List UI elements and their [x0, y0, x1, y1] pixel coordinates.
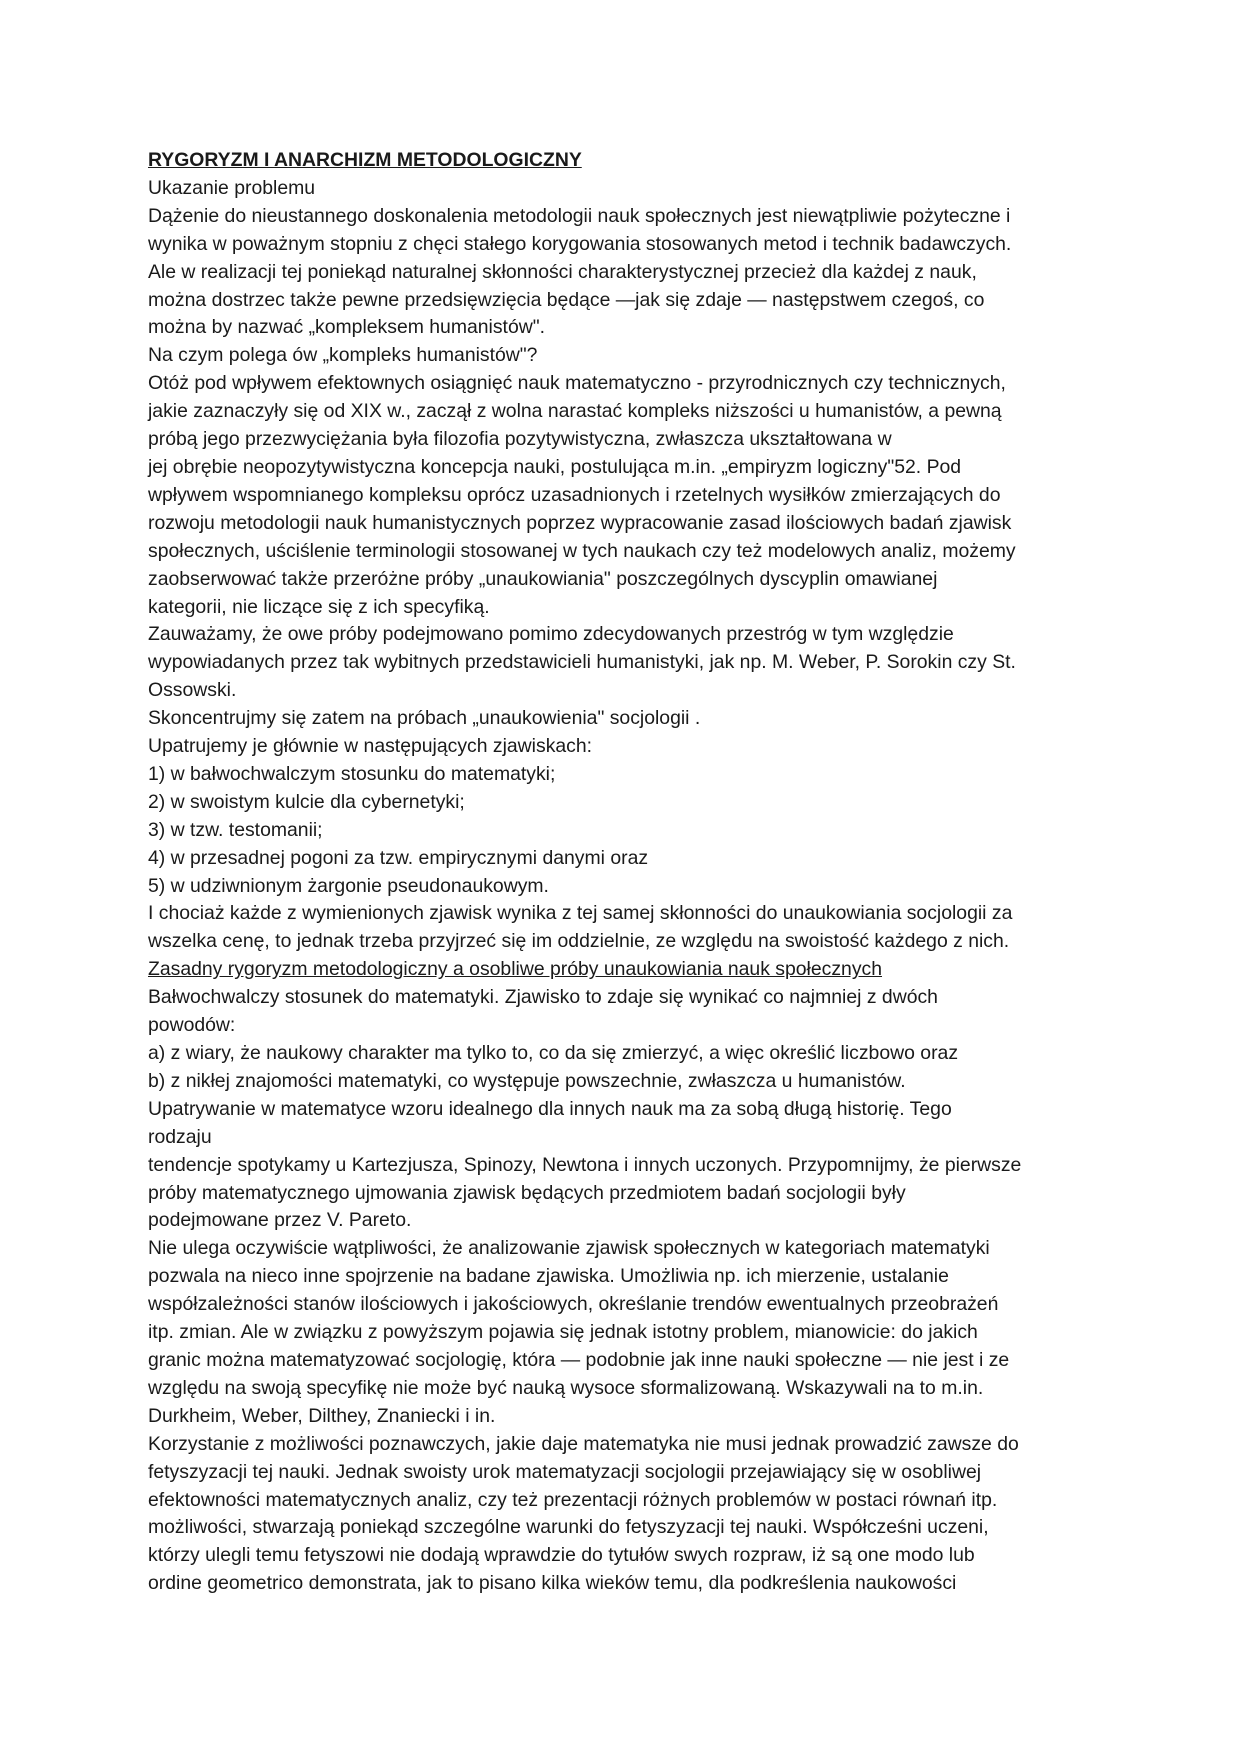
- list-item: a) z wiary, że naukowy charakter ma tylko to, co da się zmierzyć, a więc określić liczbowo oraz: [148, 1042, 959, 1064]
- text-line: społecznych, uściślenie terminologii stosowanej w tych naukach czy też modelowych analiz, możemy: [148, 539, 1016, 562]
- text-line: rodzaju: [148, 1125, 212, 1148]
- list-item: b) z nikłej znajomości matematyki, co występuje powszechnie, zwłaszcza u humanistów.: [148, 1069, 906, 1092]
- text-line: Skoncentrujmy się zatem na próbach „unaukowienia" socjologii .: [148, 707, 701, 730]
- section-heading: Ukazanie problemu: [148, 176, 316, 199]
- text-line: wszelka cenę, to jednak trzeba przyjrzeć się im oddzielnie, ze względu na swoistość każdego z nich.: [148, 930, 1010, 953]
- text-line: wypowiadanych przez tak wybitnych przedstawicieli humanistyki, jak np. M. Weber, P. Sorokin czy St.: [148, 651, 1016, 674]
- text-line: Ossowski.: [148, 679, 237, 702]
- text-line: Nie ulega oczywiście wątpliwości, że analizowanie zjawisk społecznych w kategoriach matematyki: [148, 1237, 990, 1260]
- text-line: Na czym polega ów „kompleks humanistów"?: [148, 344, 538, 367]
- section-subheading: Zasadny rygoryzm metodologiczny a osobliwe próby unaukowiania nauk społecznych: [148, 958, 883, 981]
- text-line: ordine geometrico demonstrata, jak to pisano kilka wieków temu, dla podkreślenia naukowości: [148, 1572, 957, 1595]
- list-item: 2) w swoistym kulcie dla cybernetyki;: [148, 790, 465, 813]
- text-line: Zauważamy, że owe próby podejmowano pomimo zdecydowanych przestróg w tym względzie: [148, 623, 954, 646]
- text-line: pozwala na nieco inne spojrzenie na badane zjawiska. Umożliwia np. ich mierzenie, ustalanie: [148, 1265, 949, 1288]
- document-body: [148, 147, 1098, 1598]
- text-line: współzależności stanów ilościowych i jakościowych, określanie trendów ewentualnych przeobrażeń: [148, 1293, 999, 1316]
- list-item: 3) w tzw. testomanii;: [148, 818, 323, 841]
- text-line: wpływem wspomnianego kompleksu oprócz uzasadnionych i rzetelnych wysiłków zmierzających do: [148, 483, 1001, 506]
- list-item: 1) w bałwochwalczym stosunku do matematyki;: [148, 762, 556, 785]
- text-line: względu na swoją specyfikę nie może być nauką wysoce sformalizowaną. Wskazywali na to m.in.: [148, 1376, 984, 1399]
- text-line: Bałwochwalczy stosunek do matematyki. Zjawisko to zdaje się wynikać co najmniej z dwóch: [148, 986, 938, 1009]
- text-line: jakie zaznaczyły się od XIX w., zaczął z wolna narastać kompleks niższości u humanistów, a pewną: [148, 400, 1002, 423]
- text-line: którzy ulegli temu fetyszowi nie dodają wprawdzie do tytułów swych rozpraw, iż są one modo lub: [148, 1544, 975, 1567]
- text-line: wynika w poważnym stopniu z chęci stałego korygowania stosowanych metod i technik badawczych.: [148, 232, 1012, 255]
- document-title: RYGORYZM I ANARCHIZM METODOLOGICZNY: [148, 149, 582, 171]
- text-line: można dostrzec także pewne przedsięwzięcia będące —jak się zdaje — następstwem czegoś, co: [148, 288, 985, 311]
- text-line: Upatrujemy je głównie w następujących zjawiskach:: [148, 735, 593, 758]
- text-line: rozwoju metodologii nauk humanistycznych poprzez wypracowanie zasad ilościowych badań zjawisk: [148, 511, 1012, 534]
- text-line: próby matematycznego ujmowania zjawisk będących przedmiotem badań socjologii były: [148, 1181, 906, 1204]
- text-line: powodów:: [148, 1014, 236, 1037]
- text-line: Ale w realizacji tej poniekąd naturalnej skłonności charakterystycznej przecież dla każdej z nauk,: [148, 260, 977, 283]
- text-line: Dążenie do nieustannego doskonalenia metodologii nauk społecznych jest niewątpliwie pożyteczne i: [148, 204, 1011, 227]
- text-line: fetyszyzacji tej nauki. Jednak swoisty urok matematyzacji socjologii przejawiający się w osobliwej: [148, 1460, 982, 1483]
- text-line: możliwości, stwarzają poniekąd szczególne warunki do fetyszyzacji tej nauki. Współcześni uczeni,: [148, 1516, 989, 1539]
- text-line: tendencje spotykamy u Kartezjusza, Spinozy, Newtona i innych uczonych. Przypomnijmy, że pierwsze: [148, 1153, 1022, 1176]
- text-line: Otóż pod wpływem efektownych osiągnięć nauk matematyczno - przyrodnicznych czy technicznych,: [148, 372, 1006, 395]
- text-line: efektowności matematycznych analiz, czy też prezentacji różnych problemów w postaci równań itp.: [148, 1488, 998, 1511]
- text-line: podejmowane przez V. Pareto.: [148, 1209, 412, 1232]
- text-line: I chociaż każde z wymienionych zjawisk wynika z tej samej skłonności do unaukowiania socjologii za: [148, 902, 1013, 925]
- text-line: zaobserwować także przeróżne próby „unaukowiania" poszczególnych dyscyplin omawianej: [148, 567, 938, 590]
- text-line: jej obrębie neopozytywistyczna koncepcja nauki, postulująca m.in. „empiryzm logiczny"52. Pod: [148, 455, 962, 478]
- list-item: 4) w przesadnej pogoni za tzw. empirycznymi danymi oraz: [148, 846, 649, 869]
- text-line: granic można matematyzować socjologię, która — podobnie jak inne nauki społeczne — nie jest i ze: [148, 1348, 1010, 1371]
- list-item: 5) w udziwnionym żargonie pseudonaukowym.: [148, 874, 549, 897]
- text-line: Korzystanie z możliwości poznawczych, jakie daje matematyka nie musi jednak prowadzić zawsze do: [148, 1432, 1019, 1455]
- text-line: można by nazwać „kompleksem humanistów".: [148, 316, 546, 339]
- text-line: Upatrywanie w matematyce wzoru idealnego dla innych nauk ma za sobą długą historię. Tego: [148, 1097, 952, 1120]
- text-line: próbą jego przezwyciężania była filozofia pozytywistyczna, zwłaszcza ukształtowana w: [148, 428, 892, 451]
- text-line: Durkheim, Weber, Dilthey, Znaniecki i in.: [148, 1404, 496, 1427]
- text-line: kategorii, nie liczące się z ich specyfiką.: [148, 595, 490, 618]
- text-line: itp. zmian. Ale w związku z powyższym pojawia się jednak istotny problem, mianowicie: do jakich: [148, 1321, 978, 1344]
